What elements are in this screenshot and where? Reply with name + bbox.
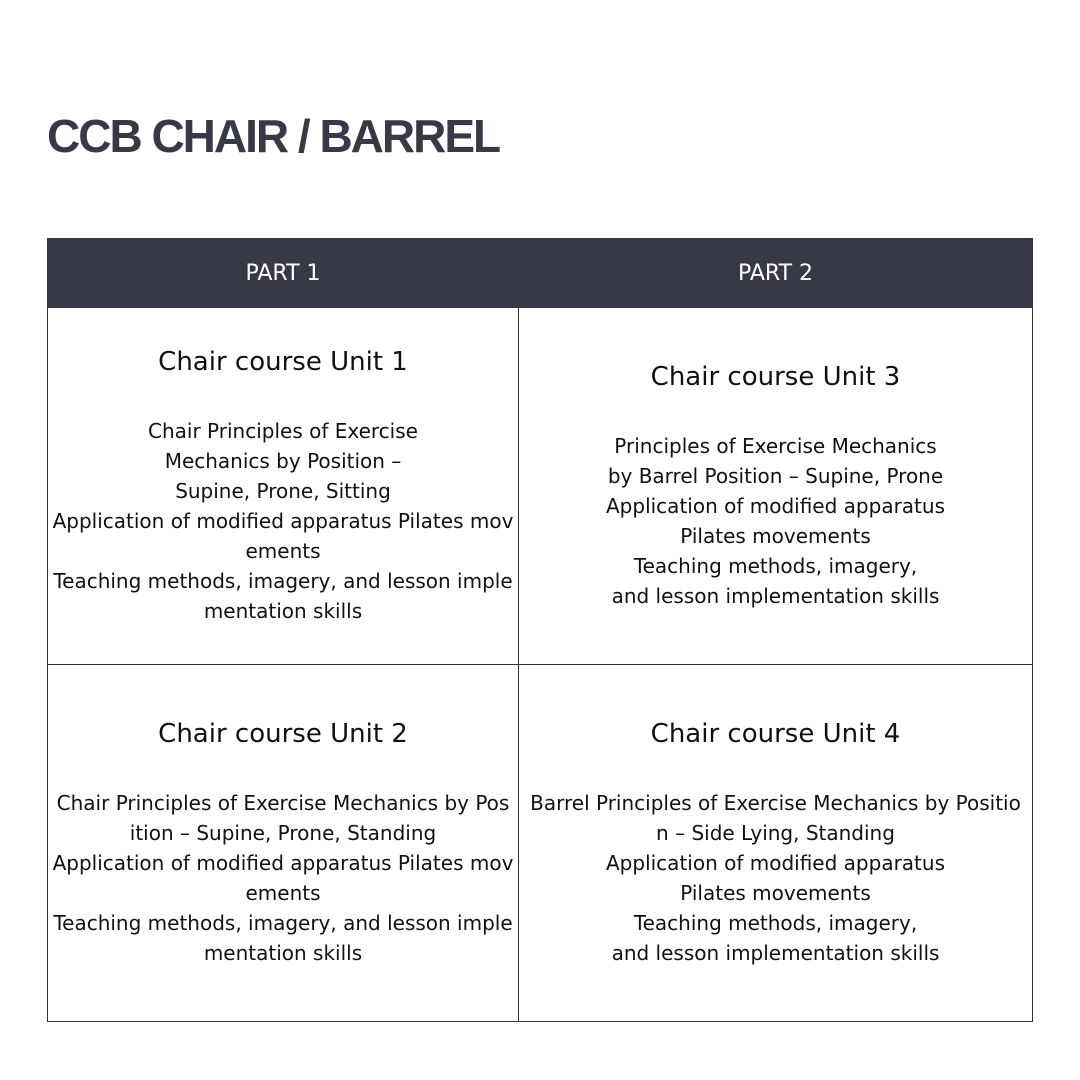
page-title: CCB CHAIR / BARREL bbox=[47, 110, 500, 162]
header-part-2: PART 2 bbox=[519, 239, 1033, 308]
unit-description: Barrel Principles of Exercise Mechanics by Positio n – Side Lying, Standing Application of modified apparatus Pilates movements Teaching methods, imagery, and lesson implementation skills bbox=[530, 791, 1021, 965]
table-row bbox=[48, 665, 1033, 1022]
unit-title: Chair course Unit 3 bbox=[650, 362, 901, 392]
header-part-1: PART 1 bbox=[48, 239, 519, 308]
unit-description: Chair Principles of Exercise Mechanics by Pos ition – Supine, Prone, Standing Application of modified apparatus Pilates mov ements Teaching methods, imagery, and lesson imple mentation skills bbox=[52, 791, 514, 965]
unit-title: Chair course Unit 4 bbox=[650, 719, 901, 749]
unit-title: Chair course Unit 1 bbox=[158, 347, 408, 377]
unit-title: Chair course Unit 2 bbox=[158, 719, 408, 749]
unit-cell bbox=[519, 665, 1033, 1022]
unit-description: Chair Principles of Exercise Mechanics by Position – Supine, Prone, Sitting Application of modified apparatus Pilates mov ements Teaching methods, imagery, and lesson imple mentation skills bbox=[52, 419, 514, 623]
course-table bbox=[47, 238, 1033, 1022]
unit-cell bbox=[48, 665, 519, 1022]
unit-cell bbox=[48, 308, 519, 665]
table-header-row bbox=[48, 239, 1033, 308]
table-row bbox=[48, 308, 1033, 665]
unit-description: Principles of Exercise Mechanics by Barrel Position – Supine, Prone Application of modified apparatus Pilates movements Teaching methods, imagery, and lesson implementation skills bbox=[606, 434, 945, 608]
unit-cell bbox=[519, 308, 1033, 665]
